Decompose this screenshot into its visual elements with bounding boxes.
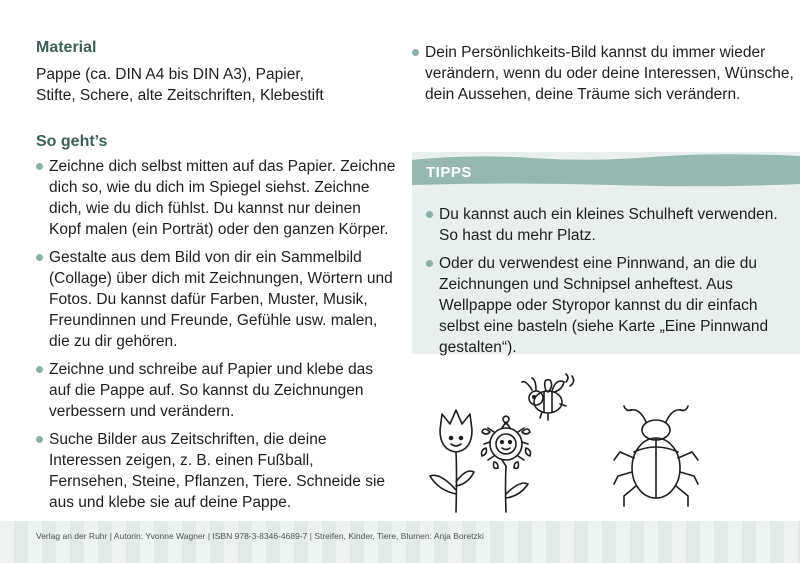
tips-list [426,204,786,365]
material-text [36,64,396,106]
left-column [36,38,396,520]
list-item: Dein Persönlichkeits-Bild kannst du immer wieder verändern, wenn du oder deine Interessen, Wünsche, dein Aussehen, deine Träume sich verändern. [412,42,800,105]
right-column [412,38,800,112]
beetle-icon [614,406,698,506]
list-item: Oder du verwendest eine Pinnwand, an die du Zeichnungen und Schnipsel anheftest. Aus Wellpappe oder Styropor kannst du dir einfach selbst eine basteln (siehe Karte „Eine Pinnwand gestalten“). [426,253,786,358]
material-line-2: Stifte, Schere, alte Zeitschriften, Klebestift [36,87,324,104]
tulip-icon [430,410,474,512]
right-list [412,42,800,105]
tips-label: TIPPS [426,164,472,181]
sunflower-icon [482,416,531,512]
tips-box [412,152,800,354]
material-heading: Material [36,39,97,56]
list-item: Suche Bilder aus Zeitschriften, die deine Interessen zeigen, z. B. einen Fußball, Fernsehen, Steine, Pflanzen, Tiere. Schneide sie aus und klebe sie auf deine Pappe. [36,429,396,513]
material-line-1: Pappe (ca. DIN A4 bis DIN A3), Papier, [36,66,304,83]
list-item: Zeichne und schreibe auf Papier und klebe das auf die Pappe auf. So kannst du Zeichnungen verbessern und verändern. [36,359,396,422]
illustration [420,372,720,517]
how-heading: So geht’s [36,133,108,150]
list-item: Zeichne dich selbst mitten auf das Papier. Zeichne dich so, wie du dich im Spiegel siehst. Zeichne dich, wie du dich fühlst. Du kannst nur deinen Kopf malen (ein Porträt) oder den ganzen Körper. [36,156,396,240]
how-list [36,156,396,513]
footer [0,521,800,563]
list-item: Gestalte aus dem Bild von dir ein Sammelbild (Collage) über dich mit Zeichnungen, Wörtern und Fotos. Du kannst dafür Farben, Muster, Musik, Freundinnen und Freunde, Gefühle usw. malen, die zu dir gehören. [36,247,396,352]
list-item: Du kannst auch ein kleines Schulheft verwenden. So hast du mehr Platz. [426,204,786,246]
tips-header [412,152,800,188]
bee-icon [522,374,574,420]
footer-text: Verlag an der Ruhr | Autorin: Yvonne Wagner | ISBN 978-3-8346-4689-7 | Streifen, Kinder, Tiere, Blumen: Anja Boretzki [36,531,484,541]
